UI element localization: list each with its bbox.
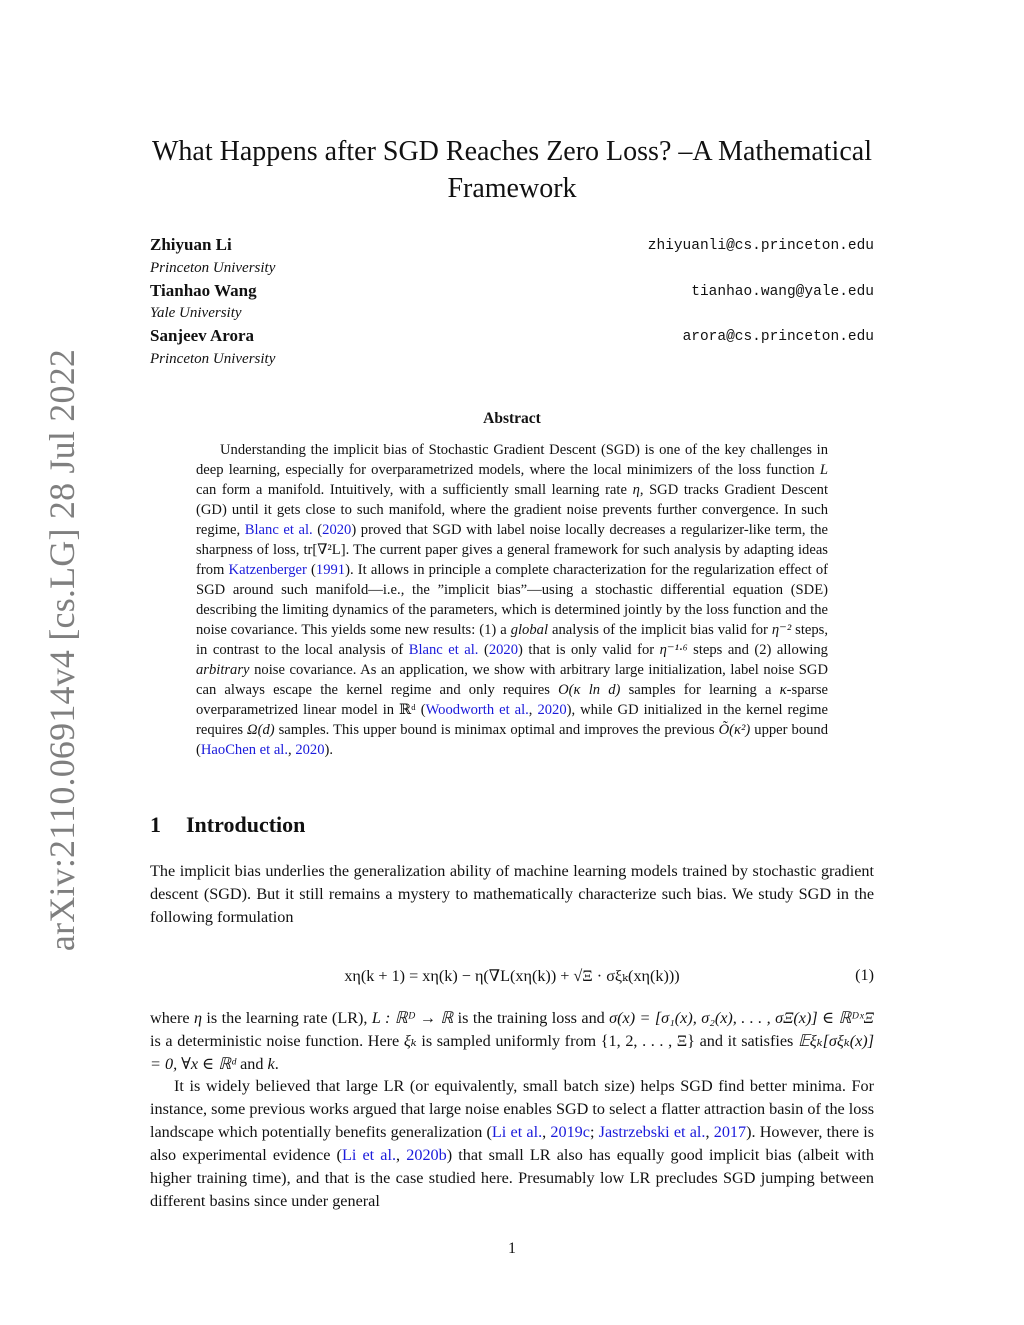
citation-year-link[interactable]: 2020 xyxy=(537,702,567,718)
intro-paragraph: The implicit bias underlies the generalization ability of machine learning models trained by stochastic gradient descent (SGD). But it still remains a mystery to mathematically characterize such bias. We study SGD in the following formulation xyxy=(150,862,874,926)
section-heading xyxy=(150,812,305,838)
section-title: Introduction xyxy=(186,812,306,837)
citation-link[interactable]: HaoChen et al. xyxy=(200,742,289,758)
where-paragraph: where η is the learning rate (LR), L : ℝᴰ → ℝ is the training loss and σ(x) = [σ₁(x), σ₂(x), . . . , σΞ(x)] ∈ ℝᴰˣΞ is a deterministic noise function. Here ξₖ is sampled uniformly from {1, 2, . . . , Ξ} and it satisfies 𝔼ξₖ[σξₖ(x)] = 0, ∀x ∈ ℝᵈ and k. xyxy=(150,1009,874,1073)
citation-year-link[interactable]: 1991 xyxy=(315,562,346,578)
author-affiliation: Princeton University xyxy=(150,260,276,276)
citation-link[interactable]: Blanc et al. xyxy=(244,522,313,538)
citation-year-link[interactable]: 2020b xyxy=(406,1146,447,1164)
arxiv-identifier: arXiv:2110.06914v4 [cs.LG] 28 Jul 2022 xyxy=(42,348,82,952)
abstract-body: Understanding the implicit bias of Stochastic Gradient Descent (SGD) is one of the key challenges in deep learning, especially for overparametrized models, where the local minimizers of the loss function L can form a manifold. Intuitively, with a sufficiently small learning rate η, SGD tracks Gradient Descent (GD) until it gets close to such manifold, where the gradient noise prevents further convergence. In such regime, Blanc et al. (2020) proved that SGD with label noise locally decreases a regularizer-like term, the sharpness of loss, tr[∇²L]. The current paper gives a general framework for such analysis by adapting ideas from Katzenberger (1991). It allows in principle a complete characterization for the regularization effect of SGD around such manifold—i.e., the ”implicit bias”—using a stochastic differential equation (SDE) describing the limiting dynamics of the parameters, which is determined jointly by the loss function and the noise covariance. This yields some new results: (1) a global analysis of the implicit bias valid for η⁻² steps, in contrast to the local analysis of Blanc et al. (2020) that is only valid for η⁻¹·⁶ steps and (2) allowing arbitrary noise covariance. As an application, we show with arbitrary large initialization, label noise SGD can always escape the kernel regime and only requires O(κ ln d) samples for learning a κ-sparse overparametrized linear model in ℝᵈ (Woodworth et al., 2020), while GD initialized in the kernel regime requires Ω(d) samples. This upper bound is minimax optimal and improves the previous Õ(κ²) upper bound (HaoChen et al., 2020). xyxy=(196,442,829,758)
abstract-heading: Abstract xyxy=(483,410,541,427)
author-affiliation: Yale University xyxy=(150,305,242,321)
author-affiliation: Princeton University xyxy=(150,351,276,367)
citation-link[interactable]: Jastrzebski et al. xyxy=(598,1123,706,1141)
citation-year-link[interactable]: 2017 xyxy=(713,1123,747,1141)
citation-year-link[interactable]: 2020 xyxy=(295,742,325,758)
author-email[interactable]: arora@cs.princeton.edu xyxy=(682,329,874,345)
page-number: 1 xyxy=(508,1240,516,1257)
author-email[interactable]: tianhao.wang@yale.edu xyxy=(691,284,874,300)
author-name: Zhiyuan Li xyxy=(150,235,232,254)
equation-number: (1) xyxy=(855,966,874,984)
author-email[interactable]: zhiyuanli@cs.princeton.edu xyxy=(647,238,874,254)
author-name: Tianhao Wang xyxy=(150,281,257,300)
citation-link[interactable]: Woodworth et al. xyxy=(425,702,529,718)
citation-year-link[interactable]: 2020 xyxy=(322,522,352,538)
author-name: Sanjeev Arora xyxy=(150,326,255,345)
equation-1 xyxy=(150,966,874,990)
citation-year-link[interactable]: 2019c xyxy=(550,1123,590,1141)
body-paragraph: It is widely believed that large LR (or equivalently, small batch size) helps SGD find better minima. For instance, some previous works argued that large noise enables SGD to select a flatter attraction basin of the loss landscape which potentially benefits generalization (Li et al., 2019c; Jastrzebski et al., 2017). However, there is also experimental evidence (Li et al., 2020b) that small LR also has equally good implicit bias (albeit with higher training time), and that is the case studied here. Presumably low LR precludes SGD jumping between different basins since under general xyxy=(150,1077,875,1210)
citation-link[interactable]: Li et al. xyxy=(341,1146,397,1164)
section-number: 1 xyxy=(150,812,161,837)
equation-body: xη(k + 1) = xη(k) − η(∇L(xη(k)) + √Ξ · σξₖ(xη(k))) xyxy=(344,967,680,985)
citation-year-link[interactable]: 2020 xyxy=(488,642,519,658)
paper-title: What Happens after SGD Reaches Zero Loss? –A Mathematical Framework xyxy=(152,136,872,204)
citation-link[interactable]: Blanc et al. xyxy=(408,642,479,658)
citation-link[interactable]: Katzenberger xyxy=(228,562,307,578)
citation-link[interactable]: Li et al. xyxy=(491,1123,543,1141)
